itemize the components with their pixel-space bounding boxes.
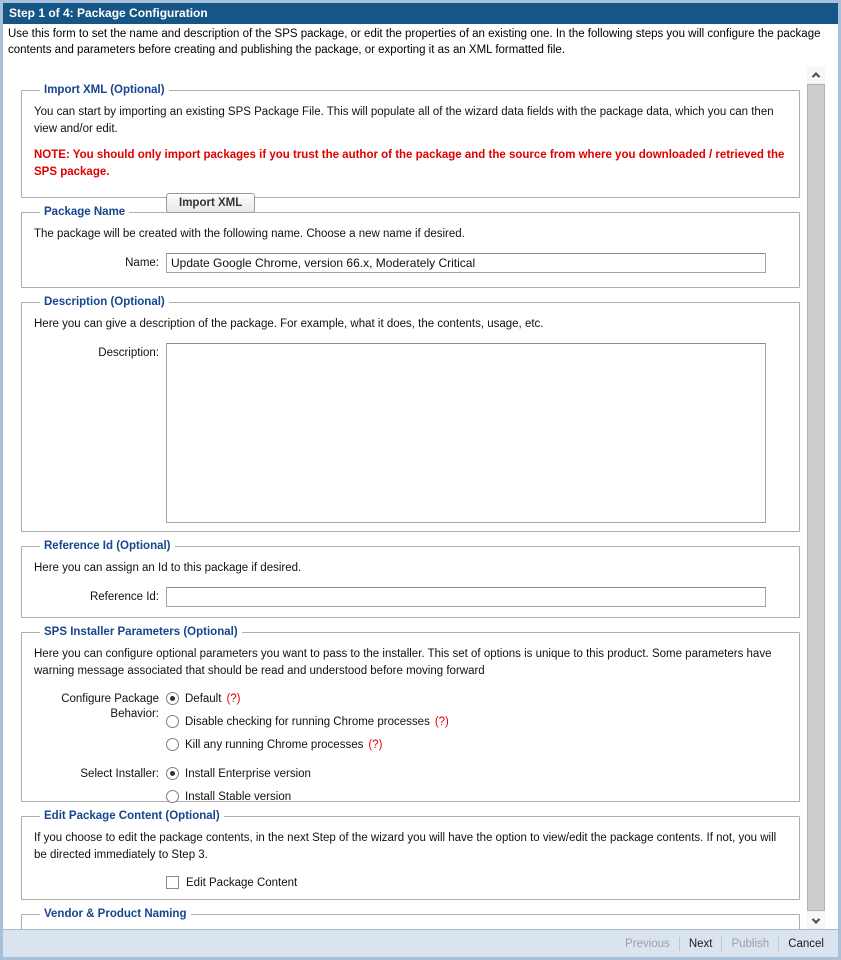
description-section — [21, 296, 800, 532]
behavior-option-disable-check[interactable] — [166, 715, 787, 728]
installer-parameters-section — [21, 626, 800, 802]
edit-package-content-section — [21, 810, 800, 900]
import-xml-section — [21, 84, 800, 209]
reference-id-body: Here you can assign an Id to this package if desired. — [34, 562, 302, 575]
select-installer-label: Select Installer: — [80, 768, 159, 781]
package-name-legend: Package Name — [44, 206, 126, 219]
help-link-disable-check[interactable]: (?) — [434, 715, 449, 728]
scroll-down-button[interactable] — [807, 912, 825, 929]
reference-id-section — [21, 540, 800, 618]
footer-separator — [721, 937, 722, 951]
publish-button: Publish — [731, 937, 770, 950]
chevron-down-icon — [812, 915, 820, 923]
package-name-input[interactable] — [166, 253, 766, 273]
behavior-option-kill-processes-label: Kill any running Chrome processes — [185, 738, 364, 751]
radio-icon[interactable] — [166, 715, 179, 728]
package-name-body: The package will be created with the following name. Choose a new name if desired. — [34, 228, 465, 241]
description-body: Here you can give a description of the package. For example, what it does, the contents, usage, etc. — [34, 318, 544, 331]
description-legend: Description (Optional) — [44, 296, 165, 309]
package-name-section — [21, 206, 800, 288]
radio-icon[interactable] — [166, 692, 179, 705]
radio-icon[interactable] — [166, 738, 179, 751]
radio-icon[interactable] — [166, 790, 179, 803]
behavior-option-disable-check-label: Disable checking for running Chrome processes — [185, 715, 430, 728]
footer-separator — [778, 937, 779, 951]
previous-button: Previous — [625, 937, 670, 950]
behavior-option-kill-processes[interactable] — [166, 738, 787, 751]
installer-option-stable-label: Install Stable version — [185, 790, 292, 803]
footer-separator — [679, 937, 680, 951]
checkbox-icon[interactable] — [166, 876, 179, 889]
edit-package-content-option[interactable] — [166, 876, 787, 889]
vendor-product-naming-legend: Vendor & Product Naming — [44, 908, 187, 921]
installer-parameters-body: Here you can configure optional parameters you want to pass to the installer. This set of options is unique to this product. Some parameters have warning message associated that should be read and understood before moving forward — [34, 648, 772, 677]
scroll-up-button[interactable] — [807, 66, 825, 83]
configure-package-behavior-label: Configure Package Behavior: — [61, 693, 159, 720]
help-link-kill-processes[interactable]: (?) — [368, 738, 383, 751]
reference-id-legend: Reference Id (Optional) — [44, 540, 171, 553]
installer-parameters-legend: SPS Installer Parameters (Optional) — [44, 626, 238, 639]
import-xml-legend: Import XML (Optional) — [44, 84, 165, 97]
installer-option-enterprise[interactable] — [166, 767, 787, 780]
help-link-default[interactable]: (?) — [226, 692, 241, 705]
chevron-up-icon — [812, 72, 820, 80]
edit-package-content-body: If you choose to edit the package contents, in the next Step of the wizard you will have the option to view/edit the package contents. If not, you will be directed immediately to Step 3. — [34, 832, 777, 861]
spacer-label — [34, 873, 166, 876]
reference-id-label: Reference Id: — [89, 590, 159, 603]
wizard-intro-text: Use this form to set the name and description of the SPS package, or edit the properties of an existing one. In the following steps you will configure the package contents and parameters before creating and publishing the package, or exporting it as an XML formatted file. — [8, 28, 821, 56]
description-textarea[interactable] — [166, 343, 766, 523]
behavior-option-default-label: Default — [185, 692, 222, 705]
edit-package-content-checkbox-label: Edit Package Content — [186, 876, 298, 889]
import-xml-body: You can start by importing an existing SPS Package File. This will populate all of the wizard data fields with the package data, which you can then view and/or edit. — [34, 106, 774, 135]
description-label: Description: — [98, 346, 159, 359]
import-xml-note: NOTE: You should only import packages if you trust the author of the package and the source from where you downloaded / retrieved the SPS package. — [34, 149, 785, 179]
installer-option-stable[interactable] — [166, 790, 787, 803]
wizard-footer — [3, 929, 838, 957]
next-button[interactable]: Next — [688, 937, 713, 950]
wizard-step-title: Step 1 of 4: Package Configuration — [3, 3, 838, 24]
spacer-label — [34, 193, 166, 196]
radio-icon[interactable] — [166, 767, 179, 780]
scrollbar-thumb[interactable] — [807, 84, 825, 911]
vendor-product-naming-section — [21, 908, 800, 929]
import-xml-button[interactable]: Import XML — [166, 193, 255, 213]
wizard-content — [3, 58, 838, 929]
cancel-button[interactable]: Cancel — [788, 937, 824, 950]
vertical-scrollbar[interactable] — [807, 66, 825, 929]
reference-id-input[interactable] — [166, 587, 766, 607]
installer-option-enterprise-label: Install Enterprise version — [185, 767, 311, 780]
package-name-label: Name: — [125, 256, 159, 269]
behavior-option-default[interactable] — [166, 692, 787, 705]
edit-package-content-legend: Edit Package Content (Optional) — [44, 810, 220, 823]
